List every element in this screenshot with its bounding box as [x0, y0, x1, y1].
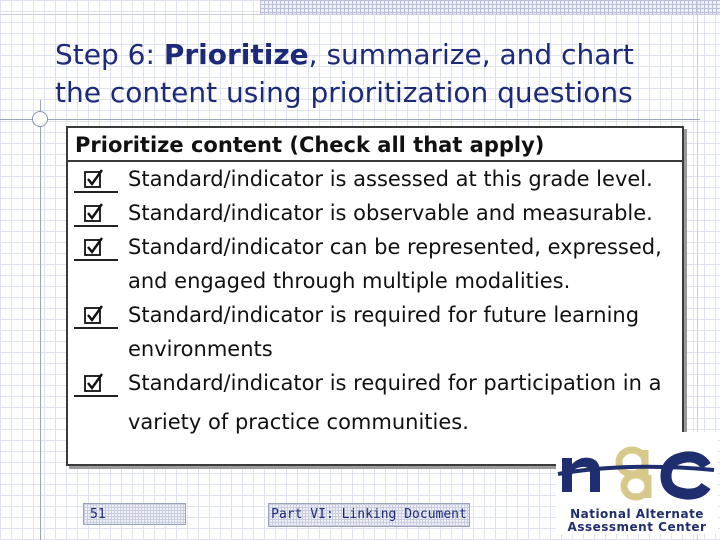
- blank-line: [74, 225, 118, 227]
- checklist-item-text-cont: and engaged through multiple modalities.: [128, 269, 571, 293]
- checklist-item-text: Standard/indicator is required for participation in a: [128, 371, 662, 395]
- logo-caption-line1: National Alternate: [570, 507, 704, 521]
- logo-caption-line2: Assessment Center: [567, 520, 707, 534]
- checkbox-checked-icon[interactable]: [84, 202, 104, 222]
- checklist-heading: Prioritize content (Check all that apply): [68, 128, 682, 162]
- checklist-item-text-cont: variety of practice communities.: [128, 410, 469, 434]
- blank-line: [74, 191, 118, 193]
- left-decor-vline: [40, 100, 41, 540]
- checklist-item: [68, 298, 682, 366]
- blank-line: [74, 327, 118, 329]
- naac-logo: [556, 432, 718, 534]
- checkbox-checked-icon[interactable]: [84, 168, 104, 188]
- checklist-item-text: Standard/indicator can be represented, expressed,: [128, 235, 662, 259]
- checklist-item: [68, 162, 682, 196]
- naac-logo-mark-icon: [556, 432, 718, 504]
- checklist-item-text: Standard/indicator is observable and measurable.: [128, 201, 653, 225]
- checkbox-checked-icon[interactable]: [84, 372, 104, 392]
- top-decor-band: [260, 0, 720, 14]
- title-underline: [0, 119, 700, 120]
- title-rest: , summarize, and chart: [308, 38, 634, 71]
- title-emphasis: Prioritize: [163, 38, 309, 71]
- page-number: 51: [83, 503, 186, 525]
- blank-line: [74, 395, 118, 397]
- blank-line: [74, 259, 118, 261]
- checklist-item-text: Standard/indicator is required for future learning: [128, 303, 640, 327]
- checklist-items: [68, 162, 682, 444]
- footer-title: Part VI: Linking Document: [268, 503, 470, 527]
- checkbox-checked-icon[interactable]: [84, 304, 104, 324]
- checklist-item: [68, 196, 682, 230]
- top-rule: [0, 14, 720, 15]
- checklist-box: [66, 126, 684, 466]
- checklist-item-text-cont: environments: [128, 337, 273, 361]
- checklist-item: [68, 230, 682, 298]
- page-title: [55, 36, 695, 112]
- checkbox-checked-icon[interactable]: [84, 236, 104, 256]
- checklist-item-text: Standard/indicator is assessed at this grade level.: [128, 167, 653, 191]
- title-prefix: Step 6:: [55, 38, 164, 71]
- title-line2: the content using prioritization questions: [55, 76, 633, 109]
- decor-circle-icon: [32, 111, 48, 127]
